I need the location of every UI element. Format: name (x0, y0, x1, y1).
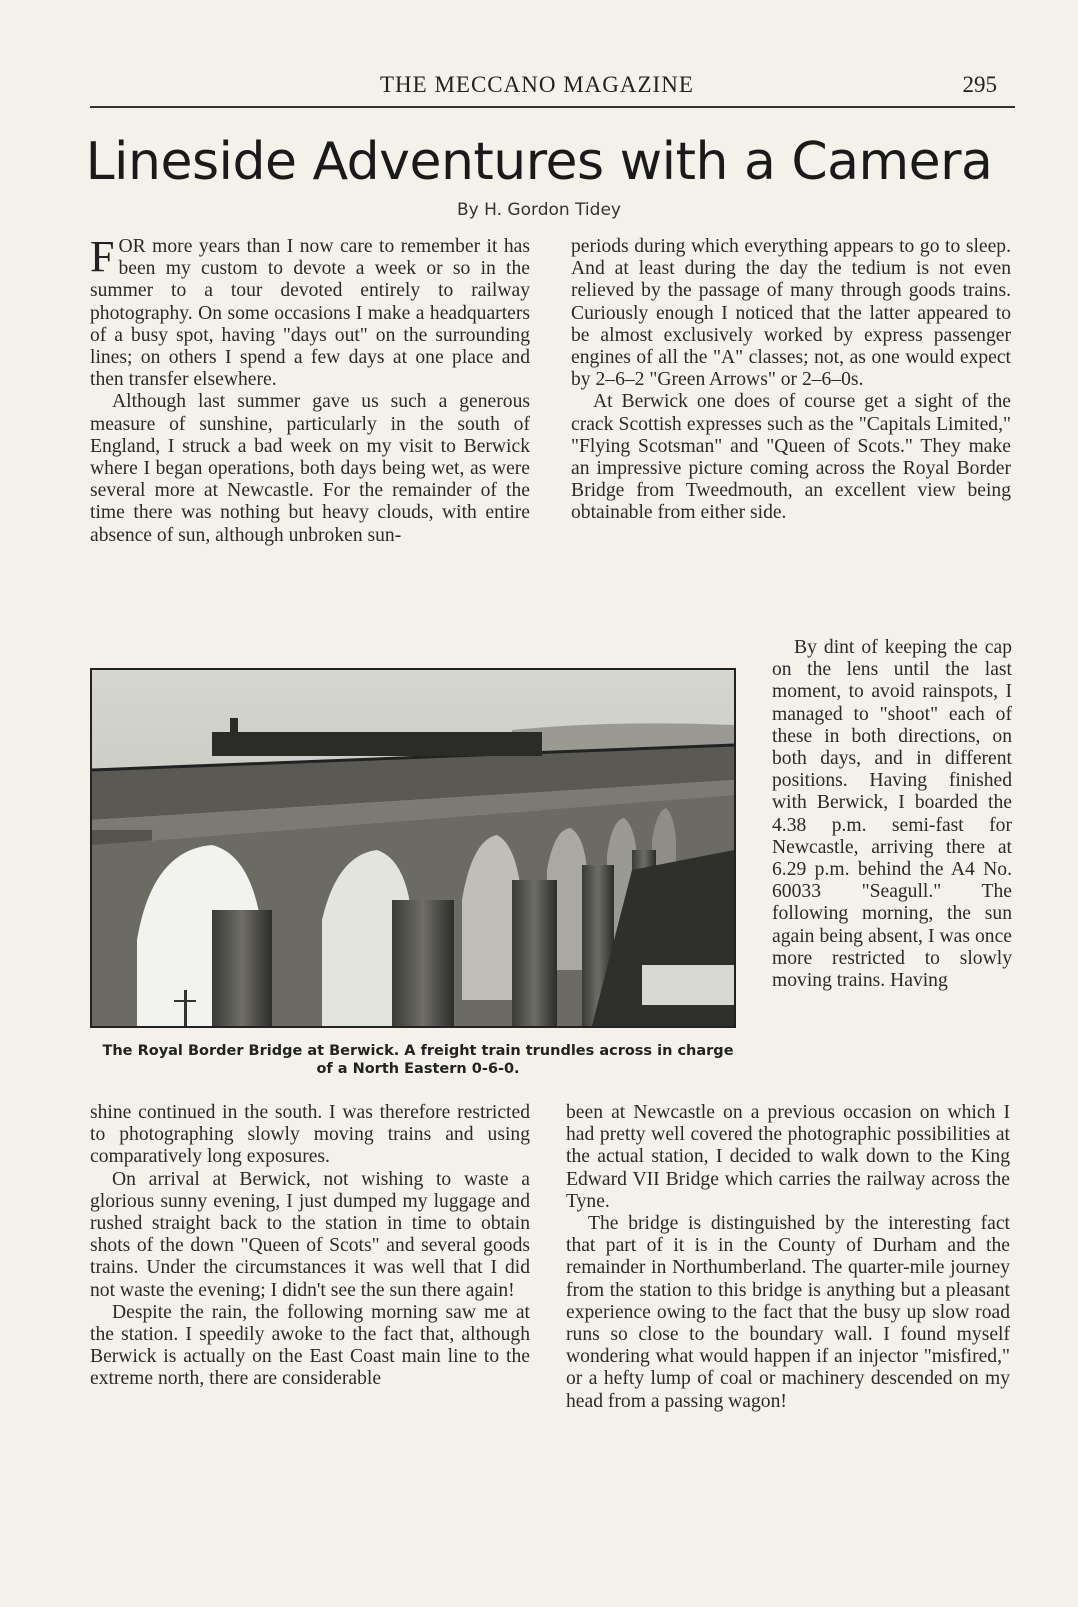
paragraph-text: OR more years than I now care to remember it has been my custom to devote a week or so in the summer to a tour devoted entirely to railway photography. On some occasions I make a headquarters of a busy spot, having "days out" on the surrounding lines; on others I spend a few days at one place and then transfer elsewhere. (90, 236, 530, 391)
paragraph: By dint of keeping the cap on the lens until the last moment, to avoid rainspots, I managed to "shoot" each of these in both directions, on both days, and in different positions. Having finished with Berwick, I boarded the 4.38 p.m. semi-fast for Newcastle, arriving there at 6.29 p.m. behind the A4 No. 60033 "Seagull." The following morning, the sun again being absent, I was once more restricted to slowly moving trains. Having (772, 637, 1012, 992)
photo-caption (90, 1042, 746, 1078)
paragraph: been at Newcastle on a previous occasion on which I had pretty well covered the photographic possibilities at the actual station, I decided to walk down to the King Edward VII Bridge which carries the railway across the Tyne. (566, 1102, 1010, 1212)
paragraph: shine continued in the south. I was therefore restricted to photographing slowly moving trains and using comparatively long exposures. (90, 1102, 530, 1168)
paragraph: At Berwick one does of course get a sight of the crack Scottish expresses such as the "Capitals Limited," "Flying Scotsman" and "Queen of Scots." They make an impressive picture coming across the Royal Border Bridge from Tweedmouth, an excellent view being obtainable from either side. (571, 391, 1011, 524)
page-number: 295 (962, 72, 997, 97)
column-2-side (772, 637, 1012, 992)
page-header (90, 68, 1015, 108)
paragraph: Although last summer gave us such a generous measure of sunshine, particularly in the south of England, I struck a bad week on my visit to Berwick where I began operations, both days being wet, as were several more at Newcastle. For the remainder of the time there was nothing but heavy clouds, with entire absence of sun, although unbroken sun- (90, 391, 530, 546)
paragraph: On arrival at Berwick, not wishing to waste a glorious sunny evening, I just dumped my luggage and rushed straight back to the station in time to obtain shots of the down "Queen of Scots" and several goods trains. Under the circumstances it was well that I did not waste the evening; I didn't see the sun there again! (90, 1168, 530, 1301)
column-2-bottom (566, 1102, 1010, 1413)
caption-line-2: of a North Eastern 0-6-0. (316, 1061, 520, 1077)
caption-line-1: The Royal Border Bridge at Berwick. A freight train trundles across in charge (102, 1043, 734, 1059)
article-title: Lineside Adventures with a Camera (85, 132, 993, 192)
column-1-bottom (90, 1102, 530, 1391)
bridge-image (92, 670, 734, 1026)
bridge-photo (90, 668, 736, 1028)
paragraph: The bridge is distinguished by the interesting fact that part of it is in the County of Durham and the remainder in Northumberland. The quarter-mile journey from the station to this bridge is anything but a pleasant experience owing to the fact that the busy up slow road runs so close to the boundary wall. I found myself wondering what would happen if an injector "misfired," or a hefty lump of coal or machinery descended on my head from a passing wagon! (566, 1213, 1010, 1412)
paragraph (90, 232, 530, 391)
column-2-top (571, 236, 1011, 525)
magazine-title: THE MECCANO MAGAZINE (380, 72, 694, 97)
drop-cap: F (90, 232, 115, 281)
paragraph: Despite the rain, the following morning saw me at the station. I speedily awoke to the fact that, although Berwick is actually on the East Coast main line to the extreme north, there are considerable (90, 1301, 530, 1390)
byline: By H. Gordon Tidey (457, 200, 621, 220)
paragraph: periods during which everything appears to go to sleep. And at least during the day the tedium is not even relieved by the passage of many through goods trains. Curiously enough I noticed that the latter appeared to be almost exclusively worked by express passenger engines of all the "A" classes; not, as one would expect by 2–6–2 "Green Arrows" or 2–6–0s. (571, 236, 1011, 391)
column-1-top (90, 232, 530, 547)
